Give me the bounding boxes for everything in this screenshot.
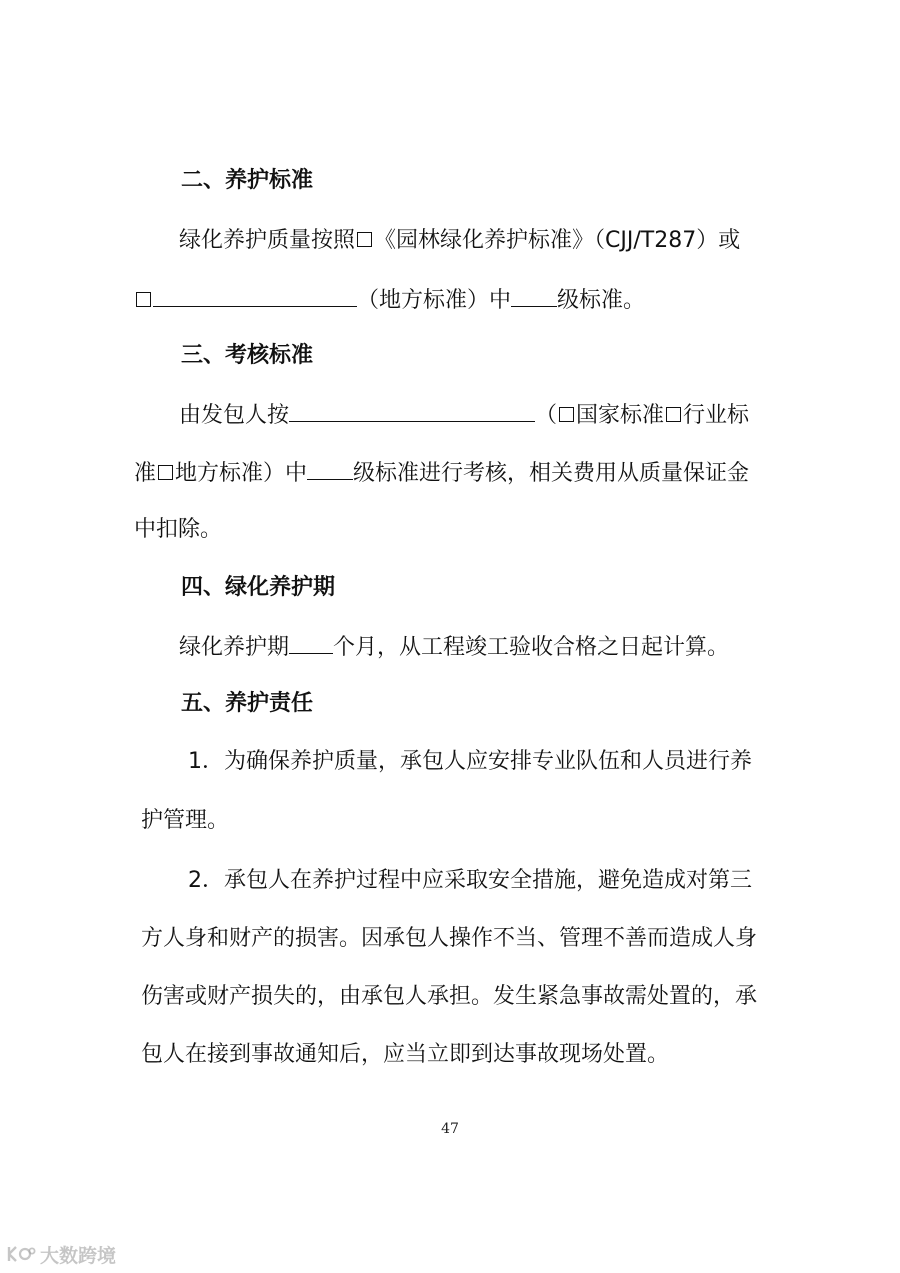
section-5-p1-line-2: 护管理。 [141,808,230,833]
section-5-p2-line-4: 包人在接到事故通知后，应当立即到达事故现场处置。 [141,1042,670,1067]
section-3-line-3: 中扣除。 [134,517,223,542]
section-3-text-f: 地方标准）中 [175,461,308,486]
checkbox-industry-standard[interactable] [666,407,681,422]
section-5-p1-line-1: 1．为确保养护质量，承包人应安排专业队伍和人员进行养 [188,749,752,774]
watermark [6,1242,116,1266]
section-3-text-d: 行业标 [683,403,750,428]
section-5-heading: 五、养护责任 [181,691,314,716]
section-5-p2-line-1: 2．承包人在养护过程中应采取安全措施，避免造成对第三 [188,868,752,893]
section-4-heading: 四、绿化养护期 [181,575,336,600]
checkbox-national-standard[interactable] [559,407,574,422]
section-3-line-1 [179,399,749,429]
section-5-p2-line-3: 伤害或财产损失的，由承包人承担。发生紧急事故需处置的，承 [141,984,758,1009]
section-2-heading: 二、养护标准 [181,168,314,193]
checkbox-local-standard-a[interactable] [357,232,372,247]
watermark-logo-icon [6,1243,36,1265]
section-3-heading: 三、考核标准 [181,343,314,368]
section-3-line-2 [134,457,749,487]
section-2-text-d: 级标准。 [557,288,646,313]
section-4-text-b: 个月，从工程竣工验收合格之日起计算。 [333,635,730,660]
section-5-p2-line-2: 方人身和财产的损害。因承包人操作不当、管理不善而造成人身 [141,926,758,951]
section-4-text-a: 绿化养护期 [179,635,290,660]
page-number: 47 [441,1121,459,1137]
checkbox-local-standard-b[interactable] [136,292,151,307]
blank-assessment-standard[interactable] [289,399,535,422]
section-2-text-c: （地方标准）中 [357,288,512,313]
blank-assessment-grade[interactable] [307,457,353,480]
section-2-line-2 [134,284,645,314]
section-2-line-1 [179,226,740,256]
blank-maintenance-months[interactable] [289,631,333,654]
checkbox-local-standard-c[interactable] [158,465,173,480]
section-3-text-g: 级标准进行考核，相关费用从质量保证金 [353,461,750,486]
blank-local-standard-name[interactable] [153,284,357,307]
section-3-text-e: 准 [134,461,157,486]
section-3-text-c: 国家标准 [576,403,665,428]
section-2-text-a: 绿化养护质量按照 [179,228,356,253]
section-3-text-a: 由发包人按 [179,403,290,428]
section-4-line-1 [179,631,729,661]
section-2-text-b: 《园林绿化养护标准》（CJJ/T287）或 [374,228,741,253]
watermark-text: 大数跨境 [40,1244,117,1267]
blank-grade-level[interactable] [511,284,557,307]
section-3-text-b: （ [535,403,558,428]
